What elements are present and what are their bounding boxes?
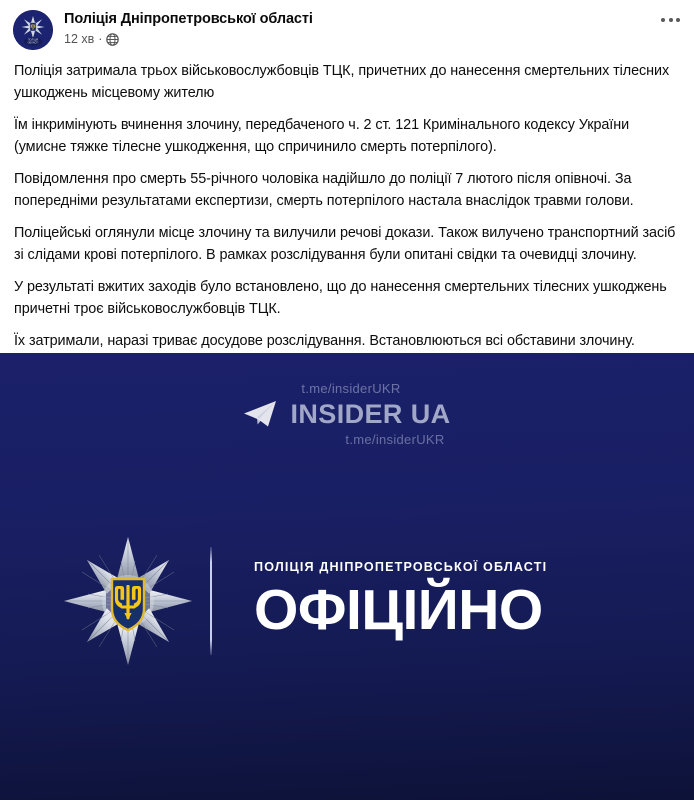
post-paragraph: Поліцейські оглянули місце злочину та вилучили речові докази. Також вилучено транспортний засіб зі слідами крові потерпілого. В рамках розслідування були опитані свідки та очевидці злочину.: [14, 225, 676, 263]
page-name[interactable]: Поліція Дніпропетровської області: [64, 11, 313, 27]
menu-dot: [676, 18, 680, 22]
telegram-plane-icon: [243, 399, 277, 429]
police-star-emblem: [58, 531, 198, 671]
banner-subtitle: ПОЛІЦІЯ ДНІПРОПЕТРОВСЬКОЇ ОБЛАСТІ: [254, 560, 548, 574]
menu-dot: [661, 18, 665, 22]
post-paragraph: У результаті вжитих заходів було встановлено, що до нанесення смертельних тілесних ушкоджень причетні троє військовослужбовців ТЦК.: [14, 279, 667, 317]
banner-title: ОФІЦІЙНО: [254, 578, 543, 642]
post-body: [0, 56, 694, 353]
meta-separator: ·: [98, 32, 103, 46]
channel-watermark: [0, 381, 694, 448]
post-header-text: [64, 9, 313, 46]
svg-text:ОБЛАСТІ: ОБЛАСТІ: [27, 41, 39, 45]
watermark-brand: INSIDER UA: [290, 398, 451, 429]
more-options-icon[interactable]: [661, 18, 680, 22]
globe-icon[interactable]: [106, 33, 119, 46]
banner-divider: [210, 547, 212, 655]
watermark-top-url: t.me/insiderUKR: [301, 380, 401, 396]
post-header: [0, 0, 694, 56]
police-badge-avatar[interactable]: [13, 10, 53, 50]
post-paragraph: Поліція затримала трьох військовослужбовців ТЦК, причетних до нанесення смертельних тілесних ушкоджень місцевому жителю: [14, 63, 670, 101]
post-attached-image[interactable]: [0, 353, 694, 800]
banner-text: [254, 560, 547, 641]
post-paragraph: Повідомлення про смерть 55-річного чоловіка надійшло до поліції 7 лютого після опівночі. За попередніми результатами експертизи, смерть потерпілого настала внаслідок травми голови.: [14, 171, 634, 209]
post-timestamp[interactable]: 12 хв: [64, 32, 95, 46]
watermark-bottom-url: t.me/insiderUKR: [345, 431, 445, 447]
official-banner: [0, 531, 694, 671]
menu-dot: [669, 18, 673, 22]
post-meta: [64, 32, 313, 46]
watermark-brand-row: [243, 399, 450, 429]
post-paragraph: Їм інкримінують вчинення злочину, передбаченого ч. 2 ст. 121 Кримінального кодексу України (умисне тяжке тілесне ушкодження, що спричинило смерть потерпілого).: [14, 117, 630, 155]
post-paragraph: Їх затримали, наразі триває досудове розслідування. Встановлюються всі обставини злочину.: [14, 333, 635, 349]
svg-text:ПОЛІЦІЯ: ПОЛІЦІЯ: [27, 38, 39, 42]
